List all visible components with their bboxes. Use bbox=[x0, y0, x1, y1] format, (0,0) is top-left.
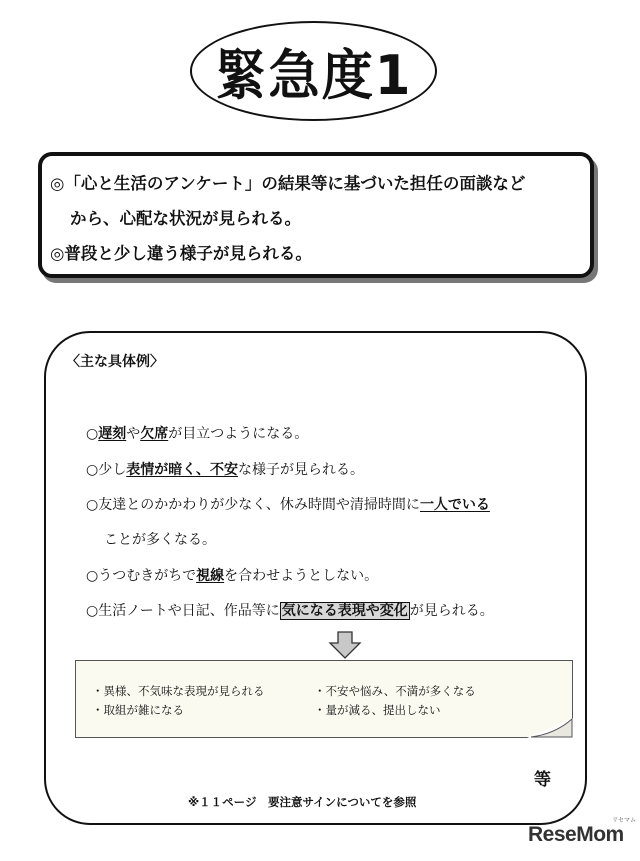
example-item-alone: ○友達とのかかわりが少なく、休み時間や清掃時間に一人でいる bbox=[86, 497, 490, 513]
sign-item: ・異様、不気味な表現が見られる bbox=[92, 684, 265, 698]
highlight-box: 気になる表現や変化 bbox=[281, 603, 408, 619]
sign-item: ・取組が雑になる bbox=[92, 703, 184, 717]
example-item-alone-cont: ことが多くなる。 bbox=[104, 532, 216, 548]
summary-box bbox=[38, 152, 594, 278]
title-oval bbox=[190, 21, 437, 121]
examples-heading: 〈主な具体例〉 bbox=[66, 354, 164, 370]
etc-label: 等 bbox=[534, 770, 551, 790]
warning-signs-box bbox=[75, 660, 573, 738]
page-title: 緊急度1 bbox=[214, 43, 413, 107]
sign-item: ・量が減る、提出しない bbox=[314, 703, 441, 717]
examples-box bbox=[44, 331, 587, 825]
down-arrow-icon bbox=[328, 631, 362, 659]
example-item-notes: ○生活ノートや日記、作品等に 気になる表現や変化 が見られる。 bbox=[86, 603, 494, 619]
example-item-lateness: ○遅刻や欠席が目立つようになる。 bbox=[86, 426, 309, 442]
sign-item: ・不安や悩み、不満が多くなる bbox=[314, 684, 476, 698]
reference-note: ※１１ページ 要注意サインについてを参照 bbox=[188, 795, 417, 809]
watermark-logo: ReseMom bbox=[528, 823, 624, 846]
summary-line-1: ◎「心と生活のアンケート」の結果等に基づいた担任の面談など bbox=[50, 174, 526, 193]
example-item-gaze: ○うつむきがちで視線を合わせようとしない。 bbox=[86, 568, 379, 584]
watermark-kana: リセマム bbox=[612, 817, 636, 824]
summary-line-3: ◎普段と少し違う様子が見られる。 bbox=[50, 244, 312, 263]
example-item-expression: ○少し表情が暗く、不安な様子が見られる。 bbox=[86, 462, 364, 478]
summary-line-2: から、心配な状況が見られる。 bbox=[70, 209, 301, 228]
page-curl-icon bbox=[527, 718, 573, 738]
